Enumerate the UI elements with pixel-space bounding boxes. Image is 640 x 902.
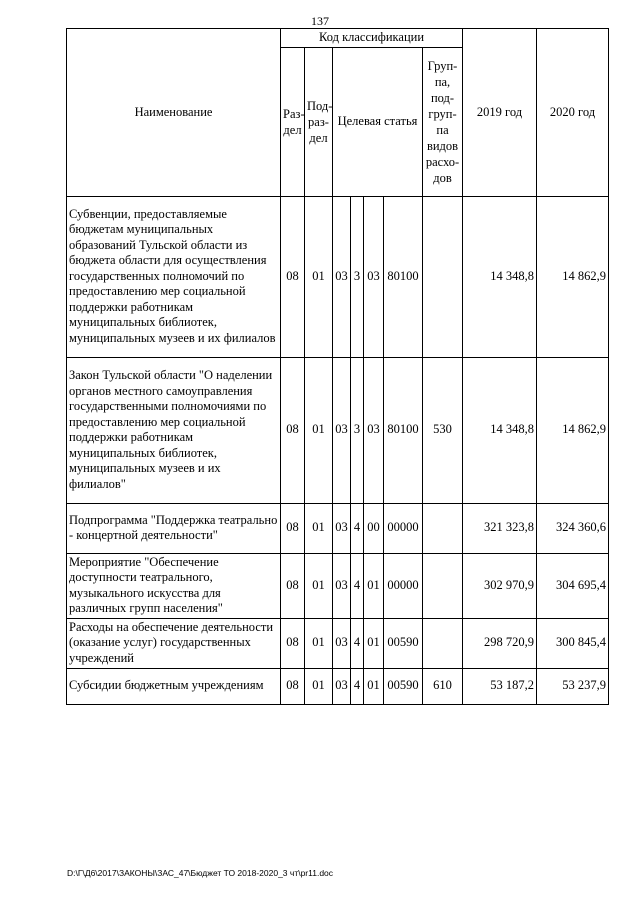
table-row [67, 618, 609, 668]
row-value-2019: 321 323,8 [463, 503, 537, 553]
row-group: 610 [423, 668, 463, 704]
row-target-program: 03 [333, 668, 351, 704]
row-podrazdel: 01 [305, 196, 333, 357]
row-group [423, 503, 463, 553]
row-value-2019: 14 348,8 [463, 357, 537, 503]
row-name: Закон Тульской области "О наделении органов местного самоуправления государственными полномочиями по предоставлению мер социальной поддержки работникам муниципальных библиотек, муниципальных музеев и их филиалов" [67, 357, 281, 503]
header-podrazdel [305, 47, 333, 196]
row-razdel: 08 [281, 357, 305, 503]
row-target-event: 01 [364, 618, 384, 668]
row-razdel: 08 [281, 503, 305, 553]
row-target-direction: 80100 [384, 196, 423, 357]
header-year-2020: 2020 год [537, 29, 609, 197]
row-target-subprogram: 3 [351, 196, 364, 357]
header-group-line: расхо- [425, 154, 460, 169]
header-name: Наименование [67, 29, 281, 197]
row-name: Расходы на обеспечение деятельности (оказание услуг) государственных учреждений [67, 618, 281, 668]
row-razdel: 08 [281, 618, 305, 668]
row-target-program: 03 [333, 618, 351, 668]
row-name: Подпрограмма "Поддержка театрально - концертной деятельности" [67, 503, 281, 553]
row-target-direction: 00000 [384, 553, 423, 618]
row-target-subprogram: 4 [351, 668, 364, 704]
row-name: Субвенции, предоставляемые бюджетам муниципальных образований Тульской области из бюджета области для осуществления государственных полномочий по предоставлению мер социальной поддержки работникам муниципальных библиотек, муниципальных музеев и их филиалов [67, 196, 281, 357]
file-path-footer: D:\Г\Д6\2017\ЗАКОНЫ\ЗАС_47\Бюджет ТО 2018-2020_3 чт\pr11.doc [67, 868, 334, 878]
row-group: 530 [423, 357, 463, 503]
row-target-program: 03 [333, 357, 351, 503]
header-group-line: па [436, 122, 449, 137]
row-target-direction: 00590 [384, 668, 423, 704]
row-target-event: 03 [364, 196, 384, 357]
row-razdel: 08 [281, 553, 305, 618]
table-row [67, 196, 609, 357]
header-group [423, 47, 463, 196]
row-value-2019: 298 720,9 [463, 618, 537, 668]
row-value-2020: 304 695,4 [537, 553, 609, 618]
header-group-line: под- [430, 90, 455, 105]
row-podrazdel: 01 [305, 357, 333, 503]
header-group-line: груп- [428, 106, 457, 121]
header-year-2019: 2019 год [463, 29, 537, 197]
row-target-program: 03 [333, 503, 351, 553]
row-target-subprogram: 3 [351, 357, 364, 503]
row-name: Субсидии бюджетным учреждениям [67, 668, 281, 704]
table-row [67, 503, 609, 553]
row-target-program: 03 [333, 553, 351, 618]
row-target-subprogram: 4 [351, 618, 364, 668]
row-value-2020: 324 360,6 [537, 503, 609, 553]
budget-table [66, 28, 609, 705]
header-group-line: па, [434, 74, 451, 89]
header-razdel-line: Раз- [283, 106, 305, 121]
row-target-event: 01 [364, 553, 384, 618]
row-name: Мероприятие "Обеспечение доступности театрального, музыкального искусства для различных групп населения" [67, 553, 281, 618]
row-target-subprogram: 4 [351, 503, 364, 553]
row-value-2019: 302 970,9 [463, 553, 537, 618]
row-target-direction: 80100 [384, 357, 423, 503]
table-row [67, 668, 609, 704]
header-podrazdel-line: Под- [307, 98, 333, 113]
header-group-line: Груп- [427, 58, 458, 73]
row-value-2020: 14 862,9 [537, 196, 609, 357]
row-razdel: 08 [281, 668, 305, 704]
row-value-2019: 14 348,8 [463, 196, 537, 357]
row-value-2020: 53 237,9 [537, 668, 609, 704]
row-value-2020: 14 862,9 [537, 357, 609, 503]
row-group [423, 196, 463, 357]
row-target-direction: 00000 [384, 503, 423, 553]
row-value-2020: 300 845,4 [537, 618, 609, 668]
header-razdel-line: дел [283, 122, 302, 137]
row-target-event: 01 [364, 668, 384, 704]
header-group-line: дов [433, 170, 452, 185]
row-podrazdel: 01 [305, 553, 333, 618]
page-number: 137 [311, 14, 329, 28]
row-target-program: 03 [333, 196, 351, 357]
header-target: Целевая статья [333, 47, 423, 196]
header-razdel [281, 47, 305, 196]
row-group [423, 553, 463, 618]
row-target-direction: 00590 [384, 618, 423, 668]
header-group-line: видов [426, 138, 459, 153]
table-row [67, 357, 609, 503]
row-podrazdel: 01 [305, 503, 333, 553]
row-group [423, 618, 463, 668]
table-row [67, 553, 609, 618]
row-value-2019: 53 187,2 [463, 668, 537, 704]
row-target-subprogram: 4 [351, 553, 364, 618]
row-podrazdel: 01 [305, 618, 333, 668]
row-razdel: 08 [281, 196, 305, 357]
row-podrazdel: 01 [305, 668, 333, 704]
header-classification: Код классификации [281, 29, 463, 48]
row-target-event: 00 [364, 503, 384, 553]
row-target-event: 03 [364, 357, 384, 503]
header-podrazdel-line: дел [309, 130, 328, 145]
header-podrazdel-line: раз- [308, 114, 329, 129]
